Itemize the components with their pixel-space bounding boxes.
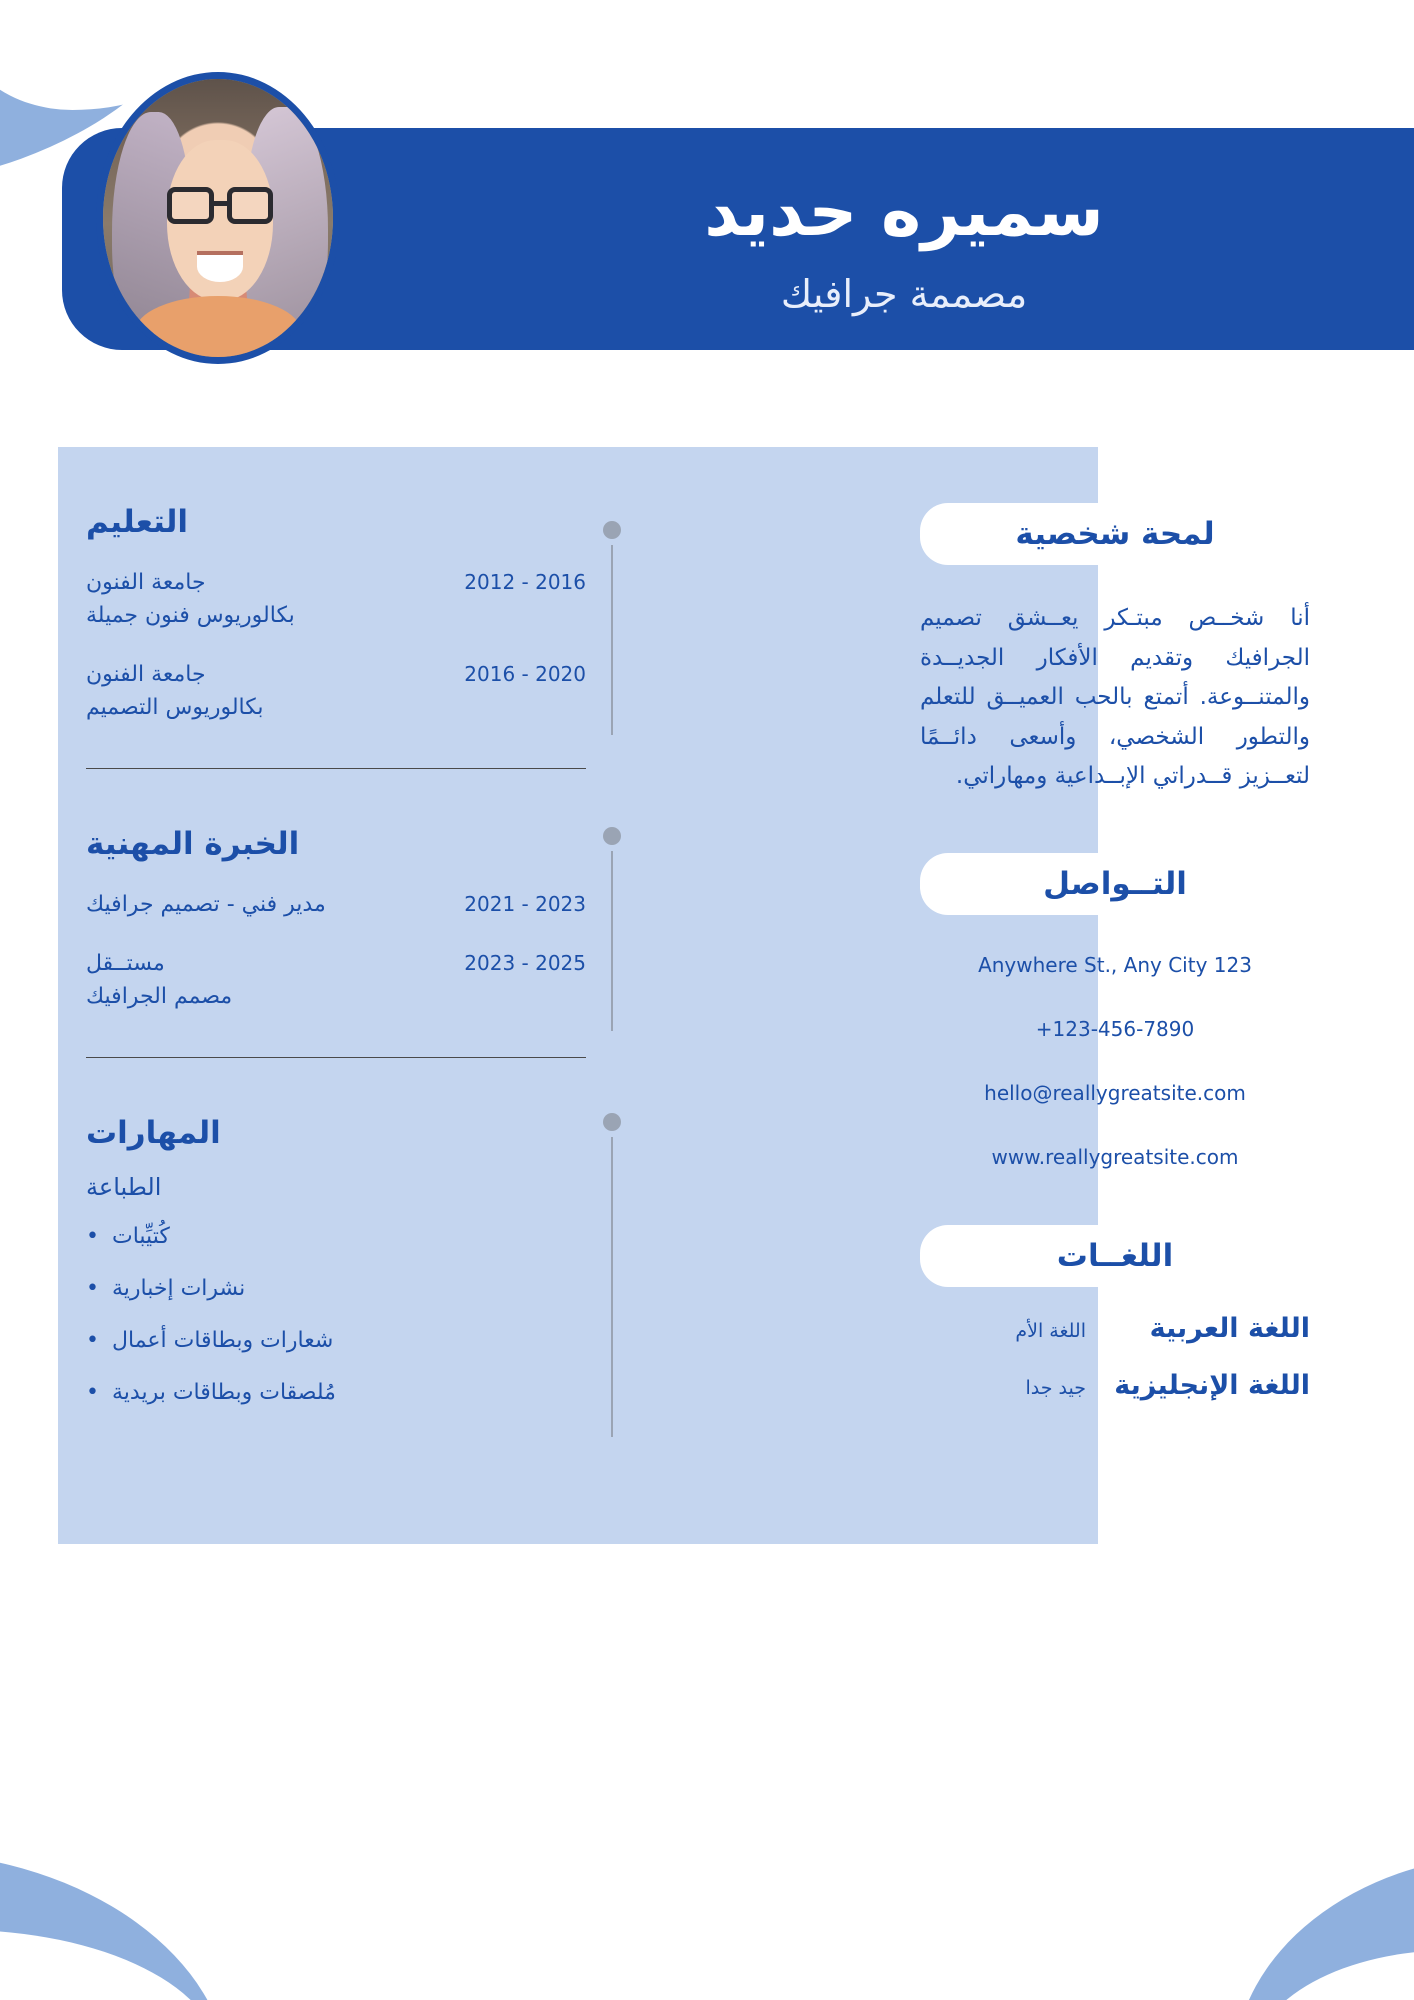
contact-phone[interactable]: +123-456-7890 <box>1035 1016 1195 1041</box>
rail-line-education <box>611 545 613 735</box>
education-org: جامعة الفنون <box>86 570 206 595</box>
education-entry <box>86 658 586 724</box>
section-divider <box>86 768 586 769</box>
rail-dot-skills <box>603 1113 621 1131</box>
contact-email[interactable]: hello@reallygreatsite.com <box>984 1080 1246 1105</box>
education-degree: بكالوريوس فنون جميلة <box>86 603 295 628</box>
experience-date: 2021 - 2023 <box>464 892 586 916</box>
skills-list <box>86 1221 586 1409</box>
language-level: جيد جدا <box>1025 1376 1086 1399</box>
experience-body <box>86 888 450 921</box>
decorative-wave-bottom-left <box>0 1855 250 2000</box>
language-item <box>920 1313 1310 1344</box>
decorative-wave-bottom-left-inner <box>0 1930 220 2000</box>
education-body <box>86 566 450 632</box>
experience-body <box>86 947 450 1013</box>
section-heading-experience: الخبرة المهنية <box>86 826 300 862</box>
list-item: مُلصقات وبطاقات بريدية • <box>86 1377 586 1409</box>
glasses-icon <box>167 187 273 223</box>
rail-dot-education <box>603 521 621 539</box>
job-title: مصممة جرافيك <box>780 272 1028 316</box>
rail-dot-experience <box>603 827 621 845</box>
about-text: أنا شخــص مبتـكر يعــشق تصميم الجرافيك وتقديم الأفكار الجديــدة والمتنــوعة. أتمتع بالحب العميــق للتعلم والتطور الشخصي، وأسعى دائــمًا لتعــزيز قــدراتي الإبــداعية ومهاراتي. <box>920 605 1310 790</box>
section-heading-education: التعليم <box>86 504 189 540</box>
rail-line-skills <box>611 1137 613 1437</box>
experience-entry <box>86 888 586 921</box>
section-heading-contact: التــواصل <box>920 853 1310 915</box>
experience-date: 2023 - 2025 <box>464 951 586 975</box>
list-item: كُتيِّبات • <box>86 1221 586 1253</box>
page-title: سميره حديد <box>704 173 1104 252</box>
education-body <box>86 658 450 724</box>
education-org: جامعة الفنون <box>86 662 206 687</box>
language-item <box>920 1370 1310 1401</box>
language-name: اللغة العربية <box>1149 1312 1310 1344</box>
glasses-right-lens <box>227 187 274 223</box>
avatar <box>96 72 340 364</box>
section-heading-languages: اللغــات <box>920 1225 1310 1287</box>
rail-line-experience <box>611 851 613 1031</box>
skills-subheading: الطباعة <box>86 1173 162 1201</box>
experience-role: مدير فني - تصميم جرافيك <box>86 892 326 917</box>
education-date: 2016 - 2020 <box>464 662 586 686</box>
list-item: نشرات إخبارية • <box>86 1273 586 1305</box>
left-column <box>86 447 586 1429</box>
mouth-shape <box>197 251 243 282</box>
experience-org: مصمم الجرافيك <box>86 984 233 1009</box>
education-degree: بكالوريوس التصميم <box>86 695 264 720</box>
decorative-wave-bottom-right-inner <box>1254 1950 1414 2000</box>
section-heading-about: لمحة شخصية <box>920 503 1310 565</box>
glasses-left-lens <box>167 187 214 223</box>
education-entry <box>86 566 586 632</box>
contact-address: Anywhere St., Any City 123 <box>978 952 1252 977</box>
section-heading-skills: المهارات <box>86 1115 221 1151</box>
language-name: اللغة الإنجليزية <box>1114 1369 1310 1401</box>
list-item: شعارات وبطاقات أعمال • <box>86 1325 586 1357</box>
avatar-photo <box>103 79 333 357</box>
language-level: اللغة الأم <box>1015 1319 1086 1342</box>
glasses-bridge <box>214 201 227 206</box>
decorative-wave-bottom-right <box>1214 1857 1414 2000</box>
education-date: 2012 - 2016 <box>464 570 586 594</box>
experience-entry <box>86 947 586 1013</box>
right-column <box>920 447 1310 1401</box>
experience-role: مستــقل <box>86 951 165 976</box>
section-divider <box>86 1057 586 1058</box>
timeline-rail <box>603 447 623 1544</box>
contact-list <box>920 953 1310 1169</box>
contact-website[interactable]: www.reallygreatsite.com <box>991 1144 1239 1169</box>
